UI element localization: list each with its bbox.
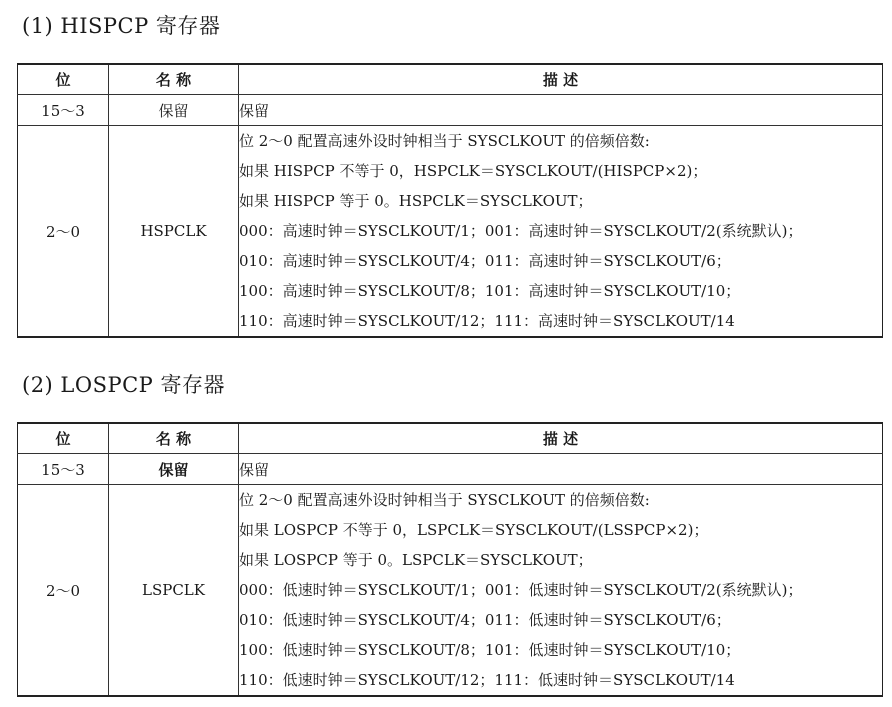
description-line: 010：低速时钟＝SYSCLKOUT/4；011：低速时钟＝SYSCLKOUT/6；	[239, 611, 731, 629]
description-line: 000：低速时钟＝SYSCLKOUT/1；001：低速时钟＝SYSCLKOUT/2(系统默认)；	[239, 581, 803, 599]
header-name: 名 称	[109, 423, 239, 454]
lospcp-register-table	[17, 422, 883, 697]
description-line: 位 2～0 配置高速外设时钟相当于 SYSCLKOUT 的倍频倍数:	[239, 132, 650, 150]
table-row-reserved	[18, 95, 883, 126]
description-line: 100：高速时钟＝SYSCLKOUT/8；101：高速时钟＝SYSCLKOUT/10；	[239, 282, 741, 300]
table-header-row	[18, 423, 883, 454]
description-line: 如果 HISPCP 等于 0。HSPCLK＝SYSCLKOUT；	[239, 192, 593, 210]
hispcp-section-title: (1) HISPCP 寄存器	[22, 14, 221, 38]
description-line: 位 2～0 配置高速外设时钟相当于 SYSCLKOUT 的倍频倍数:	[239, 491, 650, 509]
hispcp-register-table	[17, 63, 883, 338]
reserved-bit: 15～3	[18, 454, 109, 485]
reserved-name: 保留	[109, 454, 239, 485]
description-line: 010：高速时钟＝SYSCLKOUT/4；011：高速时钟＝SYSCLKOUT/6；	[239, 252, 731, 270]
description-line: 110：低速时钟＝SYSCLKOUT/12；111：低速时钟＝SYSCLKOUT/14	[239, 671, 735, 689]
field-description	[239, 485, 883, 697]
reserved-description: 保留	[239, 95, 883, 126]
description-line: 如果 HISPCP 不等于 0，HSPCLK＝SYSCLKOUT/(HISPCP×2)；	[239, 162, 708, 180]
field-bit: 2～0	[18, 126, 109, 338]
table-row-lspclk	[18, 485, 883, 697]
header-bit: 位	[18, 64, 109, 95]
lospcp-section-title: (2) LOSPCP 寄存器	[22, 373, 225, 397]
table-row-hspclk	[18, 126, 883, 338]
field-bit: 2～0	[18, 485, 109, 697]
field-description	[239, 126, 883, 338]
table-row-reserved	[18, 454, 883, 485]
description-line: 100：低速时钟＝SYSCLKOUT/8；101：低速时钟＝SYSCLKOUT/10；	[239, 641, 741, 659]
reserved-bit: 15～3	[18, 95, 109, 126]
table-header-row	[18, 64, 883, 95]
field-name: HSPCLK	[109, 126, 239, 338]
field-name: LSPCLK	[109, 485, 239, 697]
header-description: 描 述	[239, 64, 883, 95]
reserved-description: 保留	[239, 454, 883, 485]
reserved-name: 保留	[109, 95, 239, 126]
header-description: 描 述	[239, 423, 883, 454]
description-line: 000：高速时钟＝SYSCLKOUT/1；001：高速时钟＝SYSCLKOUT/2(系统默认)；	[239, 222, 803, 240]
description-line: 如果 LOSPCP 等于 0。LSPCLK＝SYSCLKOUT；	[239, 551, 593, 569]
header-name: 名 称	[109, 64, 239, 95]
description-line: 如果 LOSPCP 不等于 0，LSPCLK＝SYSCLKOUT/(LSSPCP×2)；	[239, 521, 709, 539]
description-line: 110：高速时钟＝SYSCLKOUT/12；111：高速时钟＝SYSCLKOUT/14	[239, 312, 735, 330]
header-bit: 位	[18, 423, 109, 454]
